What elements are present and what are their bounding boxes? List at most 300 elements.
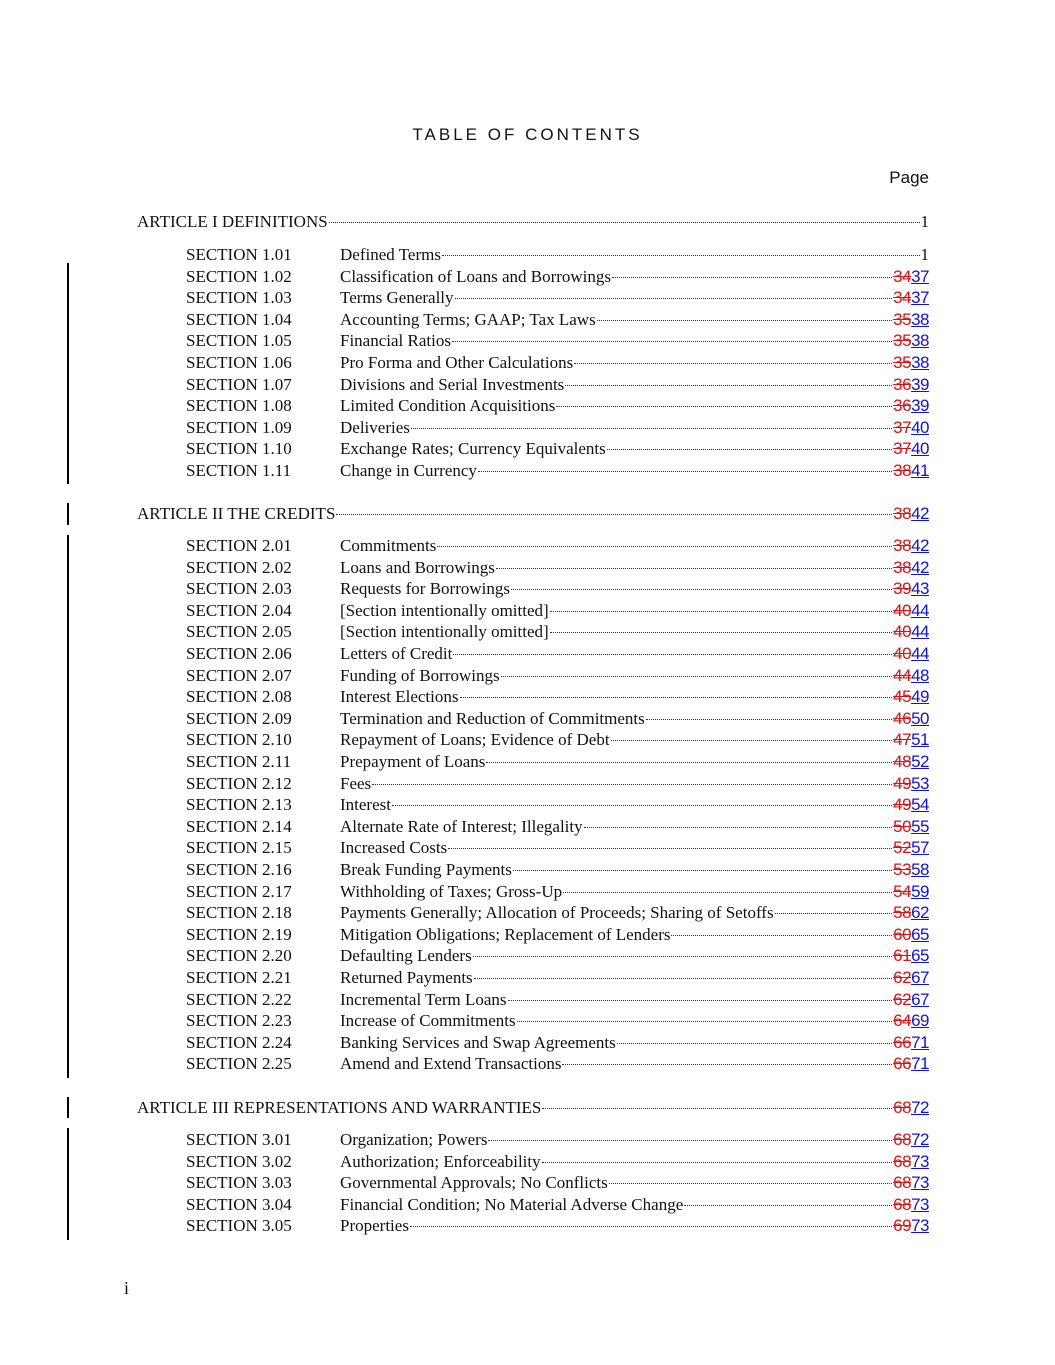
deleted-page-number: 35: [893, 331, 912, 351]
toc-section-row[interactable]: [186, 557, 929, 579]
section-title: [Section intentionally omitted]: [340, 600, 549, 620]
page-number: [893, 924, 929, 946]
section-number: SECTION 1.07: [186, 374, 292, 394]
dot-leader: [488, 1140, 892, 1141]
deleted-page-number: 44: [893, 665, 912, 685]
section-number: SECTION 1.09: [186, 417, 292, 437]
section-number: SECTION 1.06: [186, 353, 292, 372]
inserted-page-number[interactable]: 38: [911, 309, 929, 329]
dot-leader: [455, 298, 893, 299]
section-number: SECTION 1.04: [186, 309, 292, 329]
deleted-page-number: 58: [893, 903, 912, 923]
inserted-page-number[interactable]: 67: [911, 989, 929, 1009]
page-number: [893, 773, 929, 795]
page-number: [893, 395, 929, 417]
deleted-page-number: 34: [893, 266, 912, 286]
inserted-page-number[interactable]: 49: [911, 687, 929, 707]
deleted-page-number: 48: [893, 752, 912, 771]
deleted-page-number: 50: [893, 816, 912, 836]
toc-section-row[interactable]: [186, 1215, 929, 1237]
page-number: [893, 881, 929, 903]
deleted-page-number: 62: [893, 968, 912, 987]
deleted-page-number: 39: [893, 579, 912, 599]
section-title: Commitments: [340, 536, 437, 555]
page-number: [893, 729, 929, 751]
page-number: [893, 503, 929, 525]
deleted-page-number: 61: [893, 946, 912, 966]
section-title: Defined Terms: [340, 245, 441, 264]
section-title: Repayment of Loans; Evidence of Debt: [340, 730, 610, 750]
deleted-page-number: 40: [893, 622, 912, 642]
toc-section-row[interactable]: [186, 438, 929, 460]
revision-change-bar: [67, 535, 69, 1078]
page-number: [893, 266, 929, 288]
inserted-page-number[interactable]: 38: [911, 331, 929, 351]
deleted-page-number: 37: [893, 439, 912, 459]
dot-leader: [474, 978, 892, 979]
dot-leader: [646, 719, 892, 720]
page-number: [893, 309, 929, 331]
section-number: SECTION 1.03: [186, 288, 292, 308]
revision-change-bar: [67, 1128, 69, 1240]
toc-section-row[interactable]: [186, 1010, 929, 1032]
dot-leader: [565, 385, 892, 386]
page-number: [893, 945, 929, 967]
toc-section-row[interactable]: [186, 816, 929, 838]
inserted-page-number[interactable]: 38: [911, 353, 929, 372]
dot-leader: [486, 762, 892, 763]
section-number: SECTION 2.05: [186, 622, 292, 642]
section-title: Properties: [340, 1216, 409, 1236]
dot-leader: [411, 428, 892, 429]
deleted-page-number: 68: [893, 1194, 912, 1214]
section-number: SECTION 2.04: [186, 600, 292, 620]
inserted-page-number[interactable]: 37: [911, 266, 929, 286]
inserted-page-number[interactable]: 59: [911, 881, 929, 901]
deleted-page-number: 68: [893, 1173, 912, 1193]
toc-section-row[interactable]: [186, 967, 929, 989]
section-title: Deliveries: [340, 417, 410, 437]
page-number: [893, 989, 929, 1011]
toc-section-row[interactable]: [186, 708, 929, 730]
page-number: 1: [920, 212, 929, 231]
deleted-page-number: 64: [893, 1011, 912, 1031]
inserted-page-number[interactable]: 67: [911, 968, 929, 987]
inserted-page-number[interactable]: 71: [911, 1054, 929, 1074]
page-number: [893, 438, 929, 460]
inserted-page-number[interactable]: 40: [911, 439, 929, 459]
inserted-page-number[interactable]: 57: [911, 838, 929, 858]
section-title: Classification of Loans and Borrowings: [340, 266, 612, 286]
inserted-page-number[interactable]: 44: [911, 622, 929, 642]
deleted-page-number: 35: [893, 309, 912, 329]
dot-leader: [392, 805, 892, 806]
section-number: SECTION 3.01: [186, 1130, 292, 1149]
section-title: Authorization; Enforceability: [340, 1151, 541, 1171]
page-number: [893, 1053, 929, 1075]
deleted-page-number: 38: [893, 461, 912, 480]
toc-section-row[interactable]: [186, 643, 929, 665]
revision-change-bar: [67, 503, 69, 525]
section-title: Loans and Borrowings: [340, 557, 495, 577]
deleted-page-number: 46: [893, 708, 912, 728]
section-number: SECTION 3.05: [186, 1216, 292, 1236]
dot-leader: [453, 654, 892, 655]
inserted-page-number[interactable]: 42: [911, 536, 929, 555]
deleted-page-number: 68: [893, 1130, 912, 1149]
section-number: SECTION 2.06: [186, 644, 292, 663]
deleted-page-number: 49: [893, 795, 912, 815]
article-title: ARTICLE I DEFINITIONS: [137, 212, 328, 231]
section-number: SECTION 1.10: [186, 439, 292, 459]
page-number: [893, 1194, 929, 1216]
section-title: Letters of Credit: [340, 644, 453, 663]
page-number: [893, 535, 929, 557]
toc-section-row[interactable]: [186, 665, 929, 687]
inserted-page-number[interactable]: 48: [911, 665, 929, 685]
inserted-page-number[interactable]: 54: [911, 795, 929, 815]
inserted-page-number[interactable]: 72: [911, 1130, 929, 1149]
section-title: Financial Condition; No Material Adverse Change: [340, 1194, 684, 1214]
dot-leader: [617, 1043, 892, 1044]
page-number: [893, 1010, 929, 1032]
page-number: [893, 557, 929, 579]
inserted-page-number[interactable]: 39: [911, 374, 929, 394]
toc-section-row[interactable]: [186, 1053, 929, 1075]
section-number: SECTION 2.13: [186, 795, 292, 815]
section-number: SECTION 1.01: [186, 245, 292, 264]
deleted-page-number: 68: [893, 1098, 912, 1117]
section-number: SECTION 1.02: [186, 266, 292, 286]
page-number: [893, 859, 929, 881]
dot-leader: [478, 471, 892, 472]
dot-leader: [597, 320, 892, 321]
toc-section-row[interactable]: [186, 837, 929, 859]
toc-section-row[interactable]: [186, 751, 929, 773]
section-number: SECTION 2.17: [186, 881, 292, 901]
toc-section-row[interactable]: [186, 395, 929, 417]
section-title: Interest: [340, 795, 391, 815]
toc-section-row[interactable]: [186, 374, 929, 396]
page-number: [893, 1032, 929, 1054]
inserted-page-number[interactable]: 44: [911, 644, 929, 663]
inserted-page-number[interactable]: 42: [911, 557, 929, 577]
page-number: [893, 374, 929, 396]
page-number: [893, 665, 929, 687]
toc-section-row[interactable]: [186, 989, 929, 1011]
section-title: Increased Costs: [340, 838, 448, 858]
deleted-page-number: 60: [893, 924, 912, 944]
dot-leader: [473, 956, 892, 957]
section-title: Banking Services and Swap Agreements: [340, 1032, 616, 1052]
toc-section-row[interactable]: [186, 621, 929, 643]
dot-leader: [448, 848, 892, 849]
toc-section-row[interactable]: [186, 417, 929, 439]
section-title: Incremental Term Loans: [340, 989, 507, 1009]
toc-section-row[interactable]: [186, 1172, 929, 1194]
section-title: Funding of Borrowings: [340, 665, 500, 685]
page-number: 1: [920, 245, 929, 264]
deleted-page-number: 36: [893, 374, 912, 394]
inserted-page-number[interactable]: 40: [911, 417, 929, 437]
revision-change-bar: [67, 263, 69, 484]
section-title: Break Funding Payments: [340, 860, 512, 879]
page-number: [893, 417, 929, 439]
inserted-page-number[interactable]: 53: [911, 773, 929, 793]
section-number: SECTION 2.19: [186, 924, 292, 944]
dot-leader: [562, 1064, 892, 1065]
dot-leader: [460, 697, 893, 698]
page-title: TABLE OF CONTENTS: [412, 125, 643, 144]
section-title: Increase of Commitments: [340, 1011, 516, 1031]
inserted-page-number[interactable]: 72: [911, 1098, 929, 1117]
toc-section-row[interactable]: [186, 578, 929, 600]
section-number: SECTION 2.03: [186, 579, 292, 599]
inserted-page-number[interactable]: 39: [911, 396, 929, 416]
page-number: [893, 967, 929, 989]
inserted-page-number[interactable]: 73: [911, 1151, 929, 1171]
dot-leader: [336, 514, 892, 515]
deleted-page-number: 49: [893, 773, 912, 793]
section-title: Organization; Powers: [340, 1130, 488, 1149]
dot-leader: [372, 784, 892, 785]
page-number: [893, 352, 929, 374]
section-title: Governmental Approvals; No Conflicts: [340, 1173, 608, 1193]
page-number: [893, 1129, 929, 1151]
section-number: SECTION 1.05: [186, 331, 292, 351]
toc-section-row[interactable]: [186, 535, 929, 557]
deleted-page-number: 62: [893, 989, 912, 1009]
inserted-page-number[interactable]: 69: [911, 1011, 929, 1031]
inserted-page-number[interactable]: 71: [911, 1032, 929, 1052]
inserted-page-number[interactable]: 62: [911, 903, 929, 923]
section-title: Financial Ratios: [340, 331, 451, 351]
section-number: SECTION 2.09: [186, 708, 292, 728]
section-number: SECTION 3.03: [186, 1173, 292, 1193]
page-number: [893, 1172, 929, 1194]
page-number: [893, 330, 929, 352]
section-title: Prepayment of Loans: [340, 752, 486, 771]
section-number: SECTION 2.14: [186, 816, 292, 836]
section-number: SECTION 3.02: [186, 1151, 292, 1171]
toc-section-row[interactable]: [186, 1129, 929, 1151]
page-number: [893, 902, 929, 924]
inserted-page-number[interactable]: 65: [911, 924, 929, 944]
dot-leader: [609, 1183, 892, 1184]
toc-section-row[interactable]: [186, 924, 929, 946]
dot-leader: [550, 632, 892, 633]
page-number: [893, 837, 929, 859]
dot-leader: [442, 255, 920, 256]
section-number: SECTION 2.24: [186, 1032, 292, 1052]
toc-section-row[interactable]: [186, 600, 929, 622]
section-title: [Section intentionally omitted]: [340, 622, 549, 642]
dot-leader: [775, 913, 893, 914]
toc-section-row[interactable]: [186, 773, 929, 795]
inserted-page-number[interactable]: 58: [911, 860, 929, 879]
section-number: SECTION 2.10: [186, 730, 292, 750]
section-number: SECTION 3.04: [186, 1194, 292, 1214]
section-number: SECTION 2.01: [186, 536, 292, 555]
page-column-label: Page: [889, 168, 929, 187]
toc-section-row[interactable]: [186, 794, 929, 816]
toc-section-row[interactable]: [186, 945, 929, 967]
page-number: [893, 816, 929, 838]
toc-section-row[interactable]: [186, 244, 929, 266]
dot-leader: [452, 341, 892, 342]
page-number: [893, 794, 929, 816]
deleted-page-number: 69: [893, 1216, 912, 1236]
inserted-page-number[interactable]: 73: [911, 1173, 929, 1193]
deleted-page-number: 36: [893, 396, 912, 416]
dot-leader: [508, 1000, 893, 1001]
toc-section-row[interactable]: [186, 729, 929, 751]
dot-leader: [607, 449, 892, 450]
section-number: SECTION 2.18: [186, 903, 292, 923]
section-number: SECTION 2.22: [186, 989, 292, 1009]
toc-section-row[interactable]: [186, 460, 929, 482]
inserted-page-number[interactable]: 65: [911, 946, 929, 966]
toc-section-row[interactable]: [186, 266, 929, 288]
inserted-page-number[interactable]: 37: [911, 288, 929, 308]
toc-article-row[interactable]: [137, 503, 929, 525]
page-number: [893, 460, 929, 482]
revision-change-bar: [67, 1097, 69, 1118]
inserted-page-number[interactable]: 41: [911, 461, 929, 480]
page-number: [893, 643, 929, 665]
article-title: ARTICLE III REPRESENTATIONS AND WARRANTIES: [137, 1098, 542, 1117]
section-title: Mitigation Obligations; Replacement of Lenders: [340, 924, 671, 944]
toc-section-row[interactable]: [186, 859, 929, 881]
dot-leader: [563, 892, 892, 893]
section-title: Interest Elections: [340, 687, 459, 707]
deleted-page-number: 45: [893, 687, 912, 707]
dot-leader: [684, 1205, 892, 1206]
page-number: [893, 621, 929, 643]
dot-leader: [542, 1108, 892, 1109]
deleted-page-number: 34: [893, 288, 912, 308]
deleted-page-number: 38: [893, 536, 912, 555]
section-number: SECTION 2.20: [186, 946, 292, 966]
toc-article-row[interactable]: [137, 211, 929, 233]
section-number: SECTION 2.23: [186, 1011, 292, 1031]
toc-section-row[interactable]: [186, 1194, 929, 1216]
page-number: [893, 600, 929, 622]
deleted-page-number: 54: [893, 881, 912, 901]
page-number: [893, 1215, 929, 1237]
inserted-page-number[interactable]: 43: [911, 579, 929, 599]
page-number: [893, 287, 929, 309]
toc-section-row[interactable]: [186, 287, 929, 309]
section-title: Alternate Rate of Interest; Illegality: [340, 816, 583, 836]
inserted-page-number[interactable]: 51: [911, 730, 929, 750]
section-number: SECTION 2.21: [186, 968, 292, 987]
deleted-page-number: 40: [893, 644, 912, 663]
inserted-page-number[interactable]: 52: [911, 752, 929, 771]
deleted-page-number: 66: [893, 1032, 912, 1052]
dot-leader: [542, 1162, 893, 1163]
dot-leader: [556, 406, 892, 407]
dot-leader: [501, 676, 893, 677]
section-number: SECTION 2.12: [186, 773, 292, 793]
dot-leader: [511, 589, 892, 590]
toc-section-row[interactable]: [186, 1032, 929, 1054]
toc-section-row[interactable]: [186, 352, 929, 374]
dot-leader: [496, 568, 892, 569]
dot-leader: [329, 222, 920, 223]
toc-section-row[interactable]: [186, 881, 929, 903]
section-title: Amend and Extend Transactions: [340, 1054, 562, 1074]
inserted-page-number[interactable]: 44: [911, 600, 929, 620]
toc-section-row[interactable]: [186, 686, 929, 708]
section-title: Limited Condition Acquisitions: [340, 396, 556, 416]
dot-leader: [410, 1226, 892, 1227]
toc-article-row[interactable]: [137, 1097, 929, 1119]
deleted-page-number: 35: [893, 353, 912, 372]
section-title: Pro Forma and Other Calculations: [340, 353, 574, 372]
footer-page-number: i: [124, 1278, 130, 1298]
toc-section-row[interactable]: [186, 902, 929, 924]
section-title: Divisions and Serial Investments: [340, 374, 565, 394]
deleted-page-number: 68: [893, 1151, 912, 1171]
section-title: Requests for Borrowings: [340, 579, 510, 599]
dot-leader: [517, 1021, 893, 1022]
section-title: Change in Currency: [340, 461, 477, 480]
inserted-page-number[interactable]: 73: [911, 1194, 929, 1214]
deleted-page-number: 37: [893, 417, 912, 437]
deleted-page-number: 38: [893, 504, 912, 523]
inserted-page-number[interactable]: 55: [911, 816, 929, 836]
toc-section-row[interactable]: [186, 309, 929, 331]
inserted-page-number[interactable]: 42: [911, 504, 929, 523]
page-number: [893, 1097, 929, 1119]
dot-leader: [550, 611, 892, 612]
dot-leader: [584, 827, 893, 828]
dot-leader: [612, 277, 892, 278]
article-title: ARTICLE II THE CREDITS: [137, 504, 336, 523]
section-number: SECTION 2.02: [186, 557, 292, 577]
inserted-page-number[interactable]: 73: [911, 1216, 929, 1236]
section-number: SECTION 2.11: [186, 752, 292, 771]
deleted-page-number: 52: [893, 838, 912, 858]
section-number: SECTION 1.11: [186, 461, 292, 480]
section-title: Withholding of Taxes; Gross-Up: [340, 881, 563, 901]
dot-leader: [437, 546, 892, 547]
section-title: Terms Generally: [340, 288, 454, 308]
page-number: [893, 686, 929, 708]
section-title: Payments Generally; Allocation of Proceeds; Sharing of Setoffs: [340, 903, 774, 923]
section-title: Returned Payments: [340, 968, 473, 987]
toc-section-row[interactable]: [186, 330, 929, 352]
deleted-page-number: 40: [893, 600, 912, 620]
page-number: [893, 578, 929, 600]
page-number: [893, 1151, 929, 1173]
dot-leader: [611, 740, 893, 741]
page-number: [893, 751, 929, 773]
dot-leader: [574, 363, 892, 364]
deleted-page-number: 47: [893, 730, 912, 750]
section-number: SECTION 1.08: [186, 396, 292, 416]
section-number: SECTION 2.08: [186, 687, 292, 707]
section-number: SECTION 2.16: [186, 860, 292, 879]
deleted-page-number: 38: [893, 557, 912, 577]
inserted-page-number[interactable]: 50: [911, 708, 929, 728]
section-title: Termination and Reduction of Commitments: [340, 708, 645, 728]
section-number: SECTION 2.15: [186, 838, 292, 858]
section-number: SECTION 2.07: [186, 665, 292, 685]
toc-section-row[interactable]: [186, 1151, 929, 1173]
dot-leader: [513, 870, 892, 871]
